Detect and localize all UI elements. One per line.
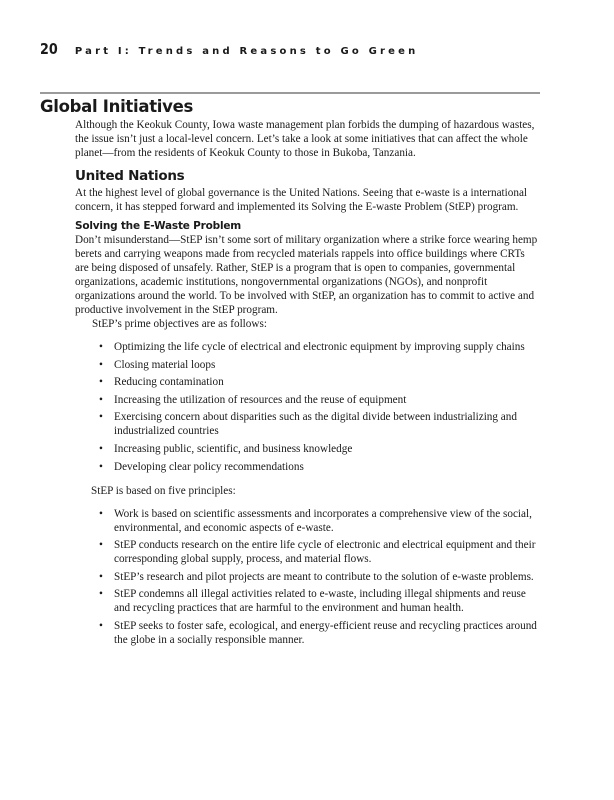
list-item: • Work is based on scientific assessments and incorporates a comprehensive view of the social, environmental, and economic aspects of e-waste.	[114, 507, 540, 535]
list-item: • Increasing public, scientific, and business knowledge	[114, 442, 540, 456]
step-heading: Solving the E-Waste Problem	[75, 220, 241, 232]
list-item: • Exercising concern about disparities such as the digital divide between industrializing and industrialized countries	[114, 410, 540, 438]
section-rule	[40, 92, 540, 94]
list-item: • Optimizing the life cycle of electrical and electronic equipment by improving supply chains	[114, 340, 540, 354]
list-item: • Closing material loops	[114, 358, 540, 372]
list-item: • StEP seeks to foster safe, ecological, and energy-efficient reuse and recycling practices around the globe in a socially responsible manner.	[114, 619, 540, 647]
list-item: • Increasing the utilization of resources and the reuse of equipment	[114, 393, 540, 407]
objectives-intro: StEP’s prime objectives are as follows:	[92, 318, 267, 330]
list-item: • StEP’s research and pilot projects are meant to contribute to the solution of e-waste problems.	[114, 570, 540, 584]
list-item: • StEP condemns all illegal activities related to e-waste, including illegal shipments and reuse and recycling practices that are harmful to the environment and human health.	[114, 587, 540, 615]
principles-list	[40, 507, 540, 647]
page-content	[40, 97, 540, 651]
un-heading: United Nations	[75, 168, 185, 184]
page-number: 20	[40, 40, 58, 58]
objectives-list	[40, 340, 540, 474]
step-paragraph: Don’t misunderstand—StEP isn’t some sort of military organization where a strike force wearing hemp berets and carrying weapons made from recycled materials rappels into office buildings where CRTs are being disposed of unsafely. Rather, StEP is a program that is open to companies, governmental organizations, academic institutions, nongovernmental organizations (NGOs), and nonprofit organizations around the world. To be involved with StEP, an organization has to commit to active and productive involvement in the StEP program.	[75, 234, 538, 316]
principles-intro: StEP is based on five principles:	[91, 484, 236, 497]
section-intro: Although the Keokuk County, Iowa waste management plan forbids the dumping of hazardous wastes, the issue isn’t just a local-level concern. Let’s take a look at some initiatives that can affect the whole planet—from the residents of Keokuk County to those in Bukoba, Tanzania.	[75, 119, 535, 159]
list-item: • Reducing contamination	[114, 375, 540, 389]
list-item: • StEP conducts research on the entire life cycle of electronic and electrical equipment and their corresponding global supply, process, and material flows.	[114, 538, 540, 566]
page-header	[40, 40, 540, 64]
running-head: Part I: Trends and Reasons to Go Green	[74, 46, 419, 57]
list-item: • Developing clear policy recommendations	[114, 460, 540, 474]
section-title: Global Initiatives	[40, 97, 194, 116]
un-paragraph: At the highest level of global governance is the United Nations. Seeing that e-waste is a international concern, it has stepped forward and implemented its Solving the E-waste Problem (StEP) program.	[75, 187, 528, 213]
